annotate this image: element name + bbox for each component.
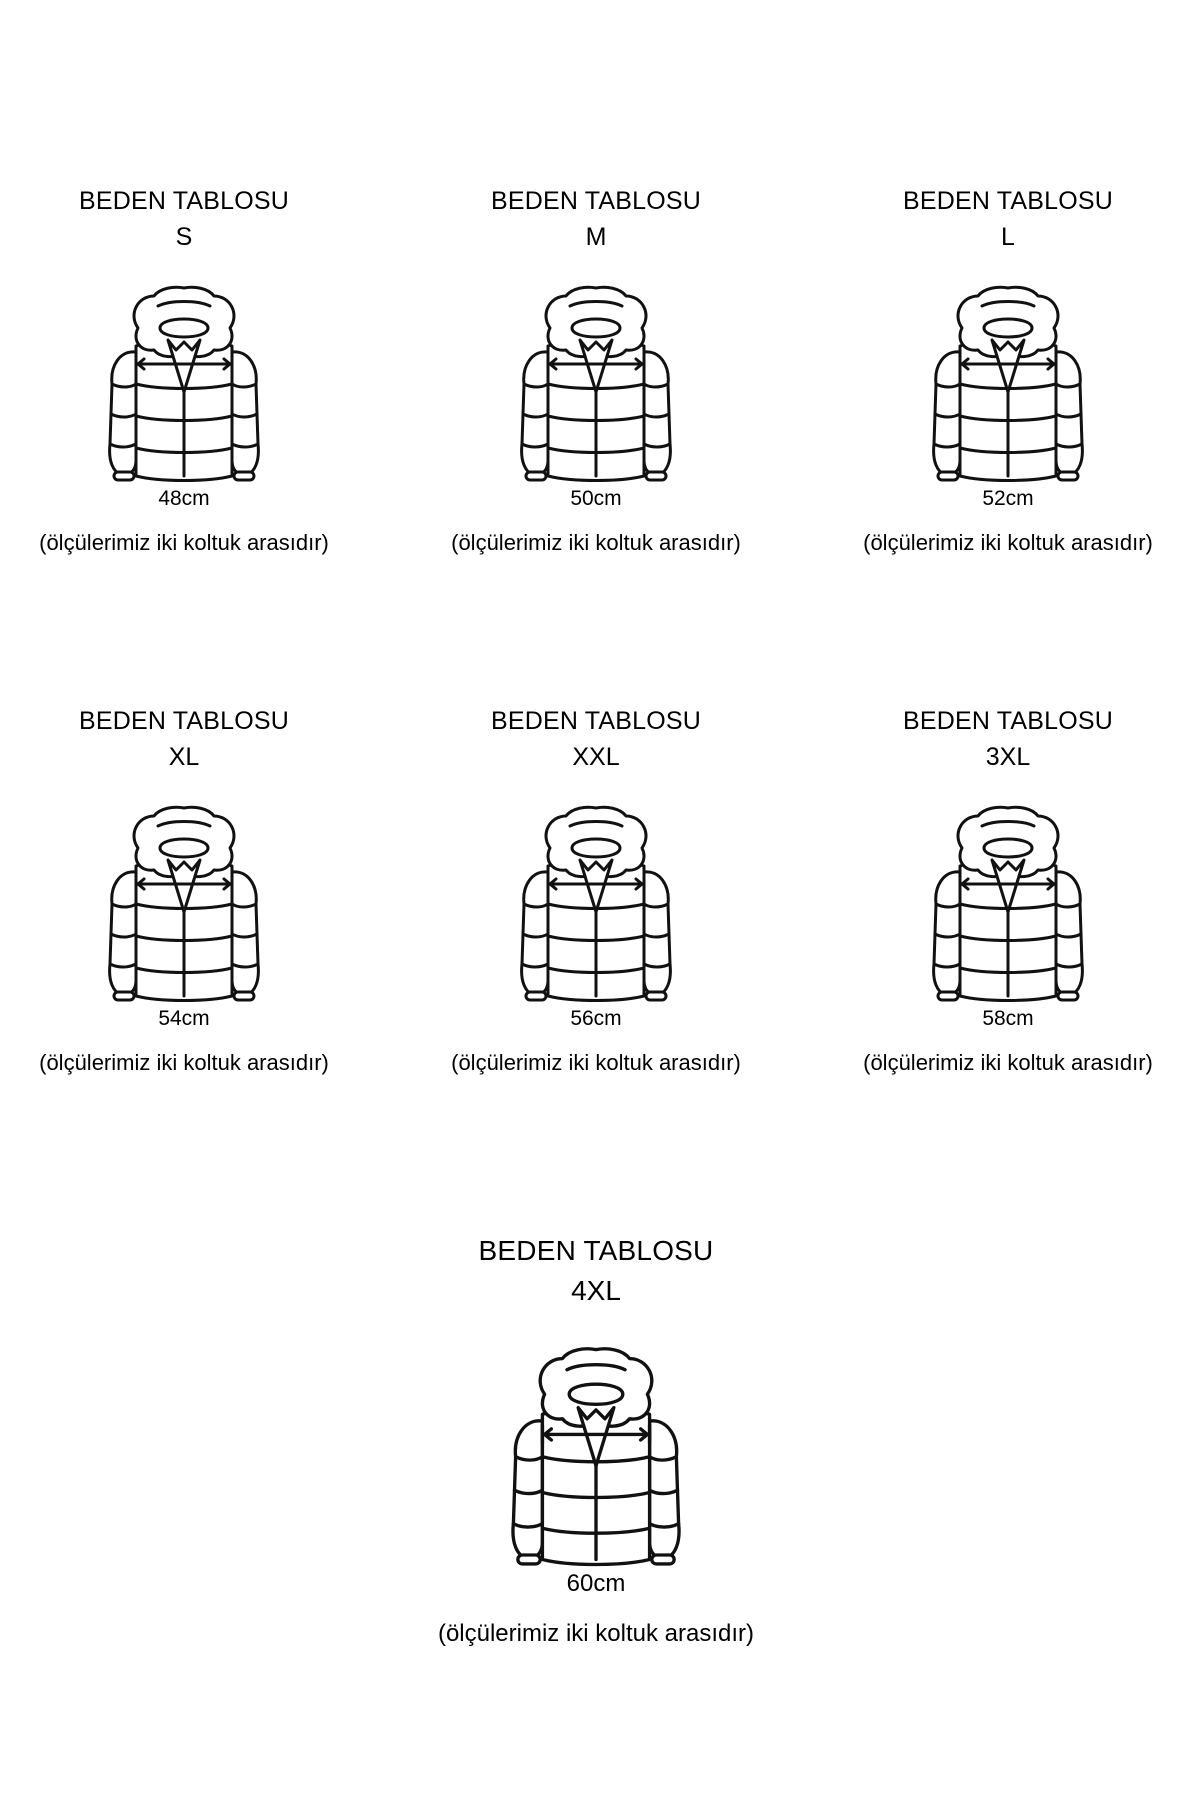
measurement-note: (ölçülerimiz iki koltuk arasıdır) xyxy=(863,1050,1153,1075)
size-chart-title: BEDEN TABLOSU xyxy=(478,1235,714,1266)
size-chart-title: BEDEN TABLOSU xyxy=(490,187,702,215)
size-label: L xyxy=(1001,223,1015,251)
puffer-jacket-icon xyxy=(98,284,270,488)
puffer-jacket-icon xyxy=(510,284,682,488)
size-card-xxl xyxy=(396,706,796,1076)
size-chart-title: BEDEN TABLOSU xyxy=(902,187,1114,215)
chest-measurement: 50cm xyxy=(570,487,622,510)
size-card-4xl xyxy=(396,1234,796,1649)
chest-measurement: 52cm xyxy=(982,487,1034,510)
size-chart-title: BEDEN TABLOSU xyxy=(78,707,290,735)
chest-measurement: 60cm xyxy=(566,1570,626,1597)
puffer-jacket-icon xyxy=(922,804,1094,1008)
size-label: M xyxy=(585,223,607,251)
puffer-jacket-icon xyxy=(98,804,270,1008)
measurement-note: (ölçülerimiz iki koltuk arasıdır) xyxy=(437,1620,755,1647)
measurement-note: (ölçülerimiz iki koltuk arasıdır) xyxy=(39,530,329,555)
size-card-xl xyxy=(0,706,384,1076)
puffer-jacket-icon xyxy=(922,284,1094,488)
chest-measurement: 48cm xyxy=(158,487,210,510)
size-chart-title: BEDEN TABLOSU xyxy=(78,187,290,215)
puffer-jacket-icon xyxy=(510,804,682,1008)
measurement-note: (ölçülerimiz iki koltuk arasıdır) xyxy=(863,530,1153,555)
chest-measurement: 58cm xyxy=(982,1007,1034,1030)
size-label: XXL xyxy=(572,743,620,771)
size-chart-title: BEDEN TABLOSU xyxy=(490,707,702,735)
size-label: XL xyxy=(168,743,200,771)
size-card-s xyxy=(0,186,384,556)
measurement-note: (ölçülerimiz iki koltuk arasıdır) xyxy=(39,1050,329,1075)
size-label: 4XL xyxy=(571,1275,621,1306)
chest-measurement: 54cm xyxy=(158,1007,210,1030)
chest-measurement: 56cm xyxy=(570,1007,622,1030)
size-label: S xyxy=(175,223,193,251)
puffer-jacket-icon xyxy=(500,1345,692,1573)
measurement-note: (ölçülerimiz iki koltuk arasıdır) xyxy=(451,530,741,555)
size-card-3xl xyxy=(808,706,1200,1076)
measurement-note: (ölçülerimiz iki koltuk arasıdır) xyxy=(451,1050,741,1075)
size-label: 3XL xyxy=(985,743,1031,771)
size-card-l xyxy=(808,186,1200,556)
size-chart-title: BEDEN TABLOSU xyxy=(902,707,1114,735)
size-card-m xyxy=(396,186,796,556)
